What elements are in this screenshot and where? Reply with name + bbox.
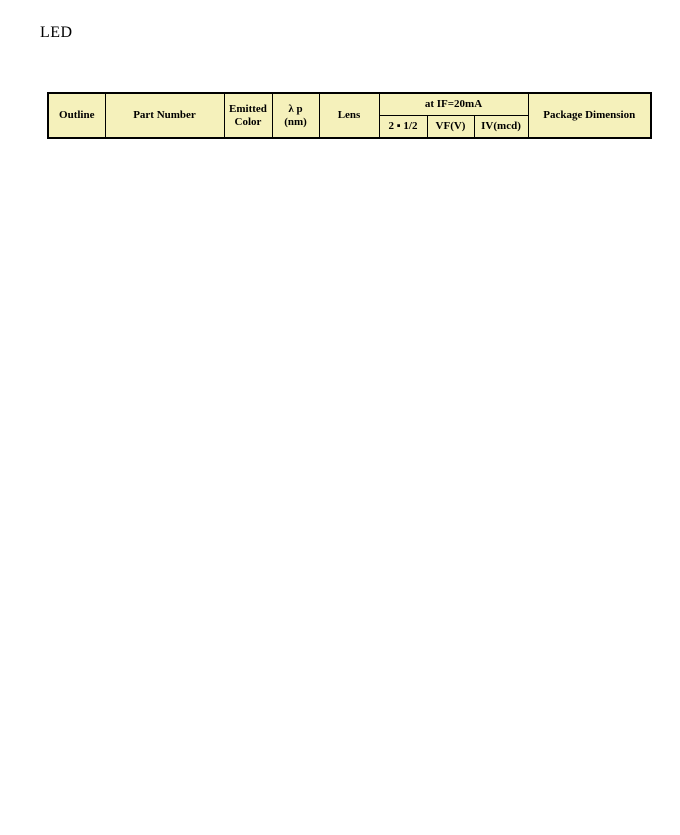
header-emitted-line2: Color bbox=[234, 115, 262, 128]
header-lambda-p bbox=[272, 93, 319, 138]
header-iv: IV(mcd) bbox=[474, 116, 528, 139]
spec-table-header bbox=[47, 92, 652, 139]
header-part-number: Part Number bbox=[105, 93, 224, 138]
header-package-dimension: Package Dimension bbox=[528, 93, 651, 138]
header-at-if20ma: at IF=20mA bbox=[379, 93, 528, 116]
header-outline: Outline bbox=[48, 93, 105, 138]
header-row-1 bbox=[48, 93, 651, 116]
header-lens: Lens bbox=[319, 93, 379, 138]
header-emitted-color bbox=[224, 93, 272, 138]
header-vf: VF(V) bbox=[427, 116, 474, 139]
header-half-angle: 2 ▪ 1/2 bbox=[379, 116, 427, 139]
header-emitted-line1: Emitted bbox=[229, 102, 267, 115]
header-lambda-line1: λ p bbox=[288, 102, 303, 115]
header-lambda-line2: (nm) bbox=[284, 115, 307, 128]
page-title: LED bbox=[40, 24, 73, 41]
